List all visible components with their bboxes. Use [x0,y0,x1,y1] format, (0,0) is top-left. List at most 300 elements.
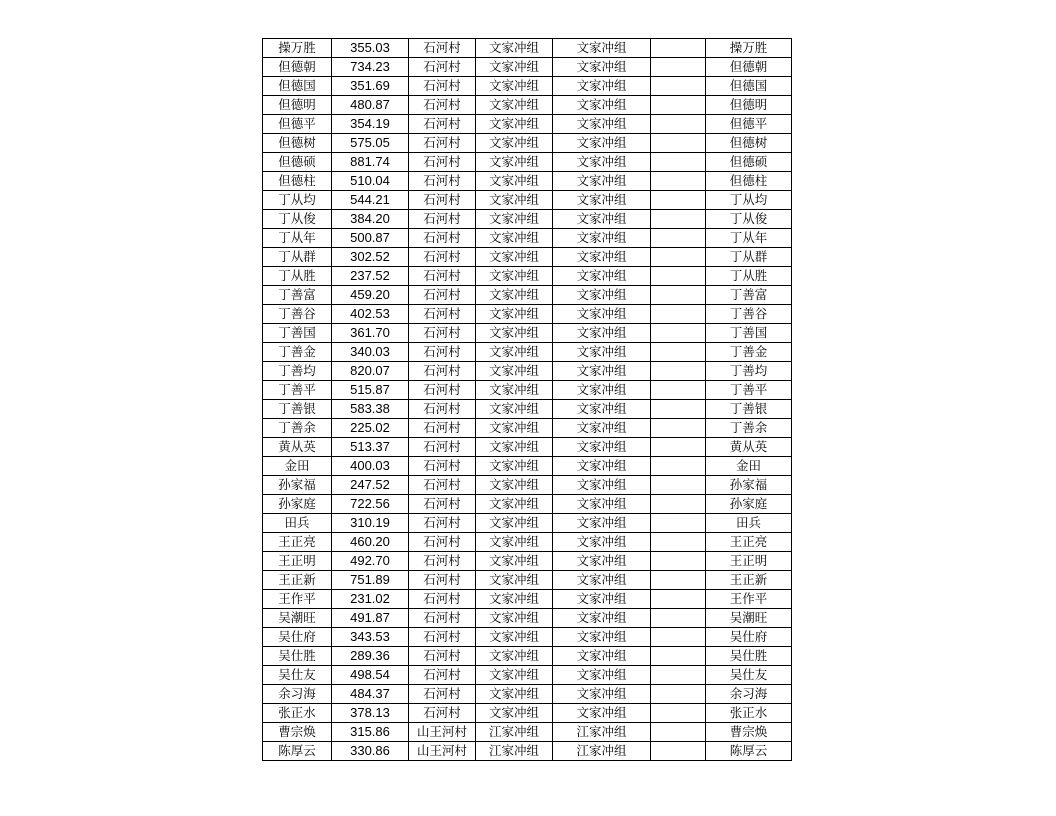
amount-cell: 225.02 [332,419,409,438]
amount-cell: 492.70 [332,552,409,571]
group-cell-2: 文家冲组 [553,191,651,210]
blank-cell [651,134,706,153]
name-cell: 陈厚云 [263,742,332,761]
blank-cell [651,514,706,533]
village-cell: 石河村 [409,324,476,343]
table-row [263,362,792,381]
table-row [263,742,792,761]
blank-cell [651,609,706,628]
village-cell: 石河村 [409,305,476,324]
group-cell: 文家冲组 [476,39,553,58]
name-cell-2: 陈厚云 [706,742,792,761]
group-cell: 文家冲组 [476,210,553,229]
blank-cell [651,96,706,115]
group-cell-2: 文家冲组 [553,495,651,514]
group-cell-2: 文家冲组 [553,134,651,153]
blank-cell [651,590,706,609]
table-row [263,457,792,476]
table-row [263,685,792,704]
table-row [263,115,792,134]
name-cell: 吴潮旺 [263,609,332,628]
name-cell-2: 田兵 [706,514,792,533]
amount-cell: 351.69 [332,77,409,96]
group-cell: 文家冲组 [476,286,553,305]
blank-cell [651,476,706,495]
village-cell: 石河村 [409,172,476,191]
village-cell: 石河村 [409,96,476,115]
name-cell: 但德朝 [263,58,332,77]
name-cell-2: 孙家庭 [706,495,792,514]
blank-cell [651,172,706,191]
blank-cell [651,305,706,324]
table-row [263,723,792,742]
table-row [263,229,792,248]
group-cell: 文家冲组 [476,514,553,533]
table-row [263,514,792,533]
name-cell-2: 张正水 [706,704,792,723]
village-cell: 石河村 [409,286,476,305]
amount-cell: 575.05 [332,134,409,153]
village-cell: 石河村 [409,666,476,685]
amount-cell: 231.02 [332,590,409,609]
name-cell: 吴仕府 [263,628,332,647]
amount-cell: 237.52 [332,267,409,286]
blank-cell [651,267,706,286]
group-cell: 文家冲组 [476,571,553,590]
blank-cell [651,419,706,438]
name-cell: 丁善谷 [263,305,332,324]
group-cell-2: 文家冲组 [553,58,651,77]
group-cell-2: 文家冲组 [553,286,651,305]
amount-cell: 498.54 [332,666,409,685]
table-row [263,58,792,77]
group-cell: 文家冲组 [476,248,553,267]
name-cell-2: 吴仕胜 [706,647,792,666]
group-cell-2: 文家冲组 [553,153,651,172]
amount-cell: 330.86 [332,742,409,761]
amount-cell: 544.21 [332,191,409,210]
table-row [263,96,792,115]
blank-cell [651,248,706,267]
group-cell: 文家冲组 [476,495,553,514]
group-cell: 文家冲组 [476,77,553,96]
name-cell: 丁善平 [263,381,332,400]
group-cell-2: 文家冲组 [553,685,651,704]
village-cell: 石河村 [409,153,476,172]
village-cell: 石河村 [409,571,476,590]
table-row [263,343,792,362]
amount-cell: 460.20 [332,533,409,552]
name-cell: 丁善国 [263,324,332,343]
table-row [263,609,792,628]
name-cell-2: 丁从均 [706,191,792,210]
group-cell: 江家冲组 [476,723,553,742]
village-cell: 石河村 [409,419,476,438]
name-cell: 田兵 [263,514,332,533]
group-cell: 文家冲组 [476,191,553,210]
group-cell: 文家冲组 [476,172,553,191]
table-row [263,381,792,400]
table-row [263,191,792,210]
table-row [263,172,792,191]
group-cell-2: 文家冲组 [553,438,651,457]
amount-cell: 491.87 [332,609,409,628]
group-cell: 文家冲组 [476,457,553,476]
blank-cell [651,400,706,419]
village-cell: 石河村 [409,229,476,248]
amount-cell: 480.87 [332,96,409,115]
name-cell: 丁善均 [263,362,332,381]
name-cell: 余习海 [263,685,332,704]
group-cell-2: 文家冲组 [553,457,651,476]
name-cell-2: 丁善谷 [706,305,792,324]
name-cell: 但德平 [263,115,332,134]
name-cell: 王正新 [263,571,332,590]
group-cell: 文家冲组 [476,134,553,153]
blank-cell [651,742,706,761]
group-cell-2: 文家冲组 [553,647,651,666]
name-cell-2: 丁善金 [706,343,792,362]
name-cell: 丁善银 [263,400,332,419]
name-cell-2: 吴仕府 [706,628,792,647]
name-cell-2: 王作平 [706,590,792,609]
blank-cell [651,628,706,647]
name-cell-2: 操万胜 [706,39,792,58]
village-cell: 石河村 [409,58,476,77]
table-row [263,210,792,229]
blank-cell [651,723,706,742]
name-cell-2: 吴仕友 [706,666,792,685]
name-cell-2: 曹宗焕 [706,723,792,742]
amount-cell: 881.74 [332,153,409,172]
village-cell: 石河村 [409,400,476,419]
group-cell: 文家冲组 [476,628,553,647]
blank-cell [651,115,706,134]
village-cell: 石河村 [409,457,476,476]
group-cell: 文家冲组 [476,343,553,362]
amount-cell: 289.36 [332,647,409,666]
group-cell: 文家冲组 [476,153,553,172]
village-cell: 石河村 [409,514,476,533]
group-cell-2: 文家冲组 [553,704,651,723]
blank-cell [651,77,706,96]
amount-cell: 510.04 [332,172,409,191]
village-cell: 石河村 [409,609,476,628]
group-cell-2: 文家冲组 [553,324,651,343]
village-cell: 石河村 [409,343,476,362]
group-cell-2: 文家冲组 [553,514,651,533]
village-cell: 石河村 [409,134,476,153]
group-cell-2: 文家冲组 [553,419,651,438]
table-row [263,704,792,723]
village-cell: 山王河村 [409,742,476,761]
amount-cell: 402.53 [332,305,409,324]
name-cell-2: 丁善平 [706,381,792,400]
table-row [263,552,792,571]
group-cell-2: 文家冲组 [553,210,651,229]
amount-cell: 583.38 [332,400,409,419]
roster-table-body [263,39,792,761]
group-cell-2: 文家冲组 [553,400,651,419]
name-cell: 丁从群 [263,248,332,267]
name-cell: 但德柱 [263,172,332,191]
name-cell: 金田 [263,457,332,476]
amount-cell: 459.20 [332,286,409,305]
name-cell-2: 吴潮旺 [706,609,792,628]
blank-cell [651,343,706,362]
amount-cell: 400.03 [332,457,409,476]
group-cell-2: 文家冲组 [553,267,651,286]
table-row [263,77,792,96]
group-cell-2: 文家冲组 [553,229,651,248]
name-cell-2: 丁从群 [706,248,792,267]
group-cell-2: 文家冲组 [553,381,651,400]
group-cell-2: 文家冲组 [553,96,651,115]
amount-cell: 751.89 [332,571,409,590]
group-cell: 文家冲组 [476,647,553,666]
group-cell-2: 文家冲组 [553,305,651,324]
blank-cell [651,457,706,476]
group-cell-2: 文家冲组 [553,77,651,96]
group-cell: 文家冲组 [476,305,553,324]
group-cell-2: 文家冲组 [553,609,651,628]
amount-cell: 355.03 [332,39,409,58]
name-cell: 但德树 [263,134,332,153]
group-cell-2: 文家冲组 [553,172,651,191]
blank-cell [651,58,706,77]
table-row [263,666,792,685]
village-cell: 石河村 [409,476,476,495]
group-cell: 文家冲组 [476,704,553,723]
group-cell-2: 文家冲组 [553,362,651,381]
name-cell-2: 但德柱 [706,172,792,191]
group-cell: 文家冲组 [476,267,553,286]
name-cell: 王正亮 [263,533,332,552]
group-cell-2: 文家冲组 [553,666,651,685]
blank-cell [651,533,706,552]
blank-cell [651,685,706,704]
table-row [263,533,792,552]
group-cell: 文家冲组 [476,666,553,685]
blank-cell [651,571,706,590]
name-cell: 孙家庭 [263,495,332,514]
blank-cell [651,495,706,514]
name-cell-2: 但德树 [706,134,792,153]
name-cell: 但德明 [263,96,332,115]
name-cell: 王作平 [263,590,332,609]
name-cell-2: 王正新 [706,571,792,590]
name-cell: 但德国 [263,77,332,96]
group-cell: 文家冲组 [476,685,553,704]
group-cell: 文家冲组 [476,533,553,552]
table-row [263,400,792,419]
group-cell: 文家冲组 [476,438,553,457]
name-cell-2: 丁善余 [706,419,792,438]
blank-cell [651,286,706,305]
village-cell: 石河村 [409,77,476,96]
table-row [263,438,792,457]
blank-cell [651,229,706,248]
group-cell-2: 江家冲组 [553,723,651,742]
amount-cell: 722.56 [332,495,409,514]
amount-cell: 247.52 [332,476,409,495]
group-cell-2: 文家冲组 [553,476,651,495]
amount-cell: 734.23 [332,58,409,77]
table-row [263,153,792,172]
village-cell: 石河村 [409,210,476,229]
name-cell-2: 但德硕 [706,153,792,172]
village-cell: 石河村 [409,533,476,552]
blank-cell [651,39,706,58]
blank-cell [651,362,706,381]
village-cell: 石河村 [409,590,476,609]
table-row [263,495,792,514]
group-cell: 文家冲组 [476,229,553,248]
name-cell-2: 王正亮 [706,533,792,552]
name-cell: 丁善余 [263,419,332,438]
blank-cell [651,552,706,571]
table-row [263,476,792,495]
amount-cell: 513.37 [332,438,409,457]
blank-cell [651,153,706,172]
name-cell-2: 但德国 [706,77,792,96]
village-cell: 石河村 [409,362,476,381]
village-cell: 石河村 [409,115,476,134]
table-row [263,305,792,324]
group-cell: 文家冲组 [476,552,553,571]
table-row [263,590,792,609]
name-cell-2: 丁善国 [706,324,792,343]
village-cell: 石河村 [409,628,476,647]
group-cell: 文家冲组 [476,609,553,628]
table-row [263,248,792,267]
amount-cell: 302.52 [332,248,409,267]
name-cell-2: 王正明 [706,552,792,571]
blank-cell [651,324,706,343]
table-row [263,571,792,590]
name-cell: 丁善金 [263,343,332,362]
group-cell: 文家冲组 [476,324,553,343]
blank-cell [651,191,706,210]
village-cell: 石河村 [409,685,476,704]
amount-cell: 354.19 [332,115,409,134]
village-cell: 石河村 [409,248,476,267]
name-cell: 曹宗焕 [263,723,332,742]
name-cell-2: 丁善银 [706,400,792,419]
name-cell-2: 黄从英 [706,438,792,457]
amount-cell: 343.53 [332,628,409,647]
amount-cell: 515.87 [332,381,409,400]
name-cell-2: 金田 [706,457,792,476]
name-cell: 黄从英 [263,438,332,457]
table-row [263,134,792,153]
blank-cell [651,210,706,229]
name-cell-2: 丁善均 [706,362,792,381]
amount-cell: 378.13 [332,704,409,723]
name-cell: 吴仕胜 [263,647,332,666]
group-cell-2: 江家冲组 [553,742,651,761]
group-cell: 文家冲组 [476,96,553,115]
group-cell-2: 文家冲组 [553,343,651,362]
name-cell: 丁从均 [263,191,332,210]
name-cell: 但德硕 [263,153,332,172]
table-row [263,647,792,666]
group-cell: 文家冲组 [476,400,553,419]
amount-cell: 315.86 [332,723,409,742]
blank-cell [651,704,706,723]
village-cell: 石河村 [409,495,476,514]
amount-cell: 384.20 [332,210,409,229]
table-row [263,267,792,286]
village-cell: 石河村 [409,647,476,666]
village-cell: 石河村 [409,191,476,210]
name-cell: 丁从年 [263,229,332,248]
name-cell-2: 但德朝 [706,58,792,77]
name-cell-2: 但德平 [706,115,792,134]
name-cell-2: 余习海 [706,685,792,704]
group-cell: 文家冲组 [476,590,553,609]
table-row [263,286,792,305]
name-cell-2: 丁从年 [706,229,792,248]
group-cell-2: 文家冲组 [553,39,651,58]
amount-cell: 340.03 [332,343,409,362]
group-cell: 文家冲组 [476,362,553,381]
table-row [263,324,792,343]
group-cell: 文家冲组 [476,381,553,400]
village-cell: 石河村 [409,438,476,457]
name-cell: 张正水 [263,704,332,723]
table-row [263,419,792,438]
group-cell: 文家冲组 [476,419,553,438]
group-cell: 文家冲组 [476,58,553,77]
name-cell-2: 丁从俊 [706,210,792,229]
amount-cell: 361.70 [332,324,409,343]
amount-cell: 820.07 [332,362,409,381]
group-cell: 文家冲组 [476,476,553,495]
village-cell: 石河村 [409,267,476,286]
name-cell: 操万胜 [263,39,332,58]
name-cell: 丁从胜 [263,267,332,286]
blank-cell [651,647,706,666]
blank-cell [651,666,706,685]
group-cell: 江家冲组 [476,742,553,761]
group-cell-2: 文家冲组 [553,552,651,571]
blank-cell [651,381,706,400]
amount-cell: 484.37 [332,685,409,704]
name-cell: 王正明 [263,552,332,571]
group-cell-2: 文家冲组 [553,248,651,267]
village-cell: 山王河村 [409,723,476,742]
table-row [263,39,792,58]
group-cell: 文家冲组 [476,115,553,134]
village-cell: 石河村 [409,381,476,400]
blank-cell [651,438,706,457]
group-cell-2: 文家冲组 [553,115,651,134]
table-row [263,628,792,647]
group-cell-2: 文家冲组 [553,590,651,609]
name-cell: 孙家福 [263,476,332,495]
village-cell: 石河村 [409,704,476,723]
name-cell: 吴仕友 [263,666,332,685]
name-cell-2: 孙家福 [706,476,792,495]
name-cell-2: 丁从胜 [706,267,792,286]
group-cell-2: 文家冲组 [553,628,651,647]
group-cell-2: 文家冲组 [553,533,651,552]
village-cell: 石河村 [409,552,476,571]
amount-cell: 500.87 [332,229,409,248]
amount-cell: 310.19 [332,514,409,533]
name-cell: 丁善富 [263,286,332,305]
